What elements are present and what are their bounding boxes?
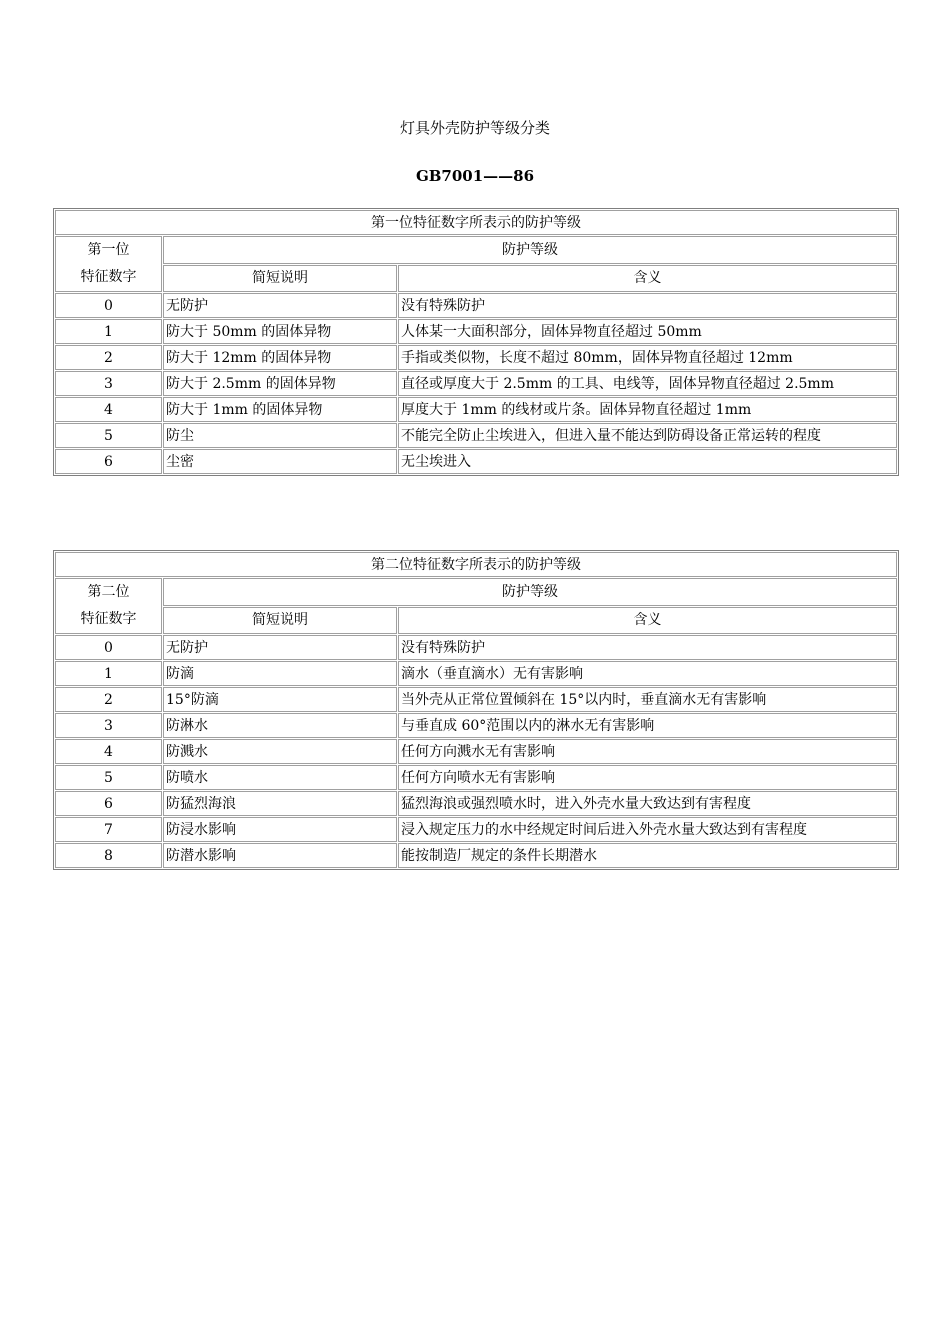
digit-cell: 0 bbox=[55, 635, 162, 660]
digit-cell: 1 bbox=[55, 661, 162, 686]
digit-cell: 5 bbox=[55, 423, 162, 448]
digit-header-line2: 特征数字 bbox=[80, 269, 137, 285]
meaning-cell: 厚度大于 1mm 的线材或片条。固体异物直径超过 1mm bbox=[398, 397, 897, 422]
brief-description-cell: 防大于 1mm 的固体异物 bbox=[163, 397, 397, 422]
table-row bbox=[55, 293, 897, 318]
digit-cell: 4 bbox=[55, 397, 162, 422]
meaning-cell: 浸入规定压力的水中经规定时间后进入外壳水量大致达到有害程度 bbox=[398, 817, 897, 842]
brief-description-cell: 无防护 bbox=[163, 635, 397, 660]
meaning-cell: 滴水（垂直滴水）无有害影响 bbox=[398, 661, 897, 686]
brief-description-cell: 防猛烈海浪 bbox=[163, 791, 397, 816]
meaning-cell: 猛烈海浪或强烈喷水时，进入外壳水量大致达到有害程度 bbox=[398, 791, 897, 816]
meaning-header: 含义 bbox=[398, 607, 897, 635]
digit-cell: 7 bbox=[55, 817, 162, 842]
table-row bbox=[55, 817, 897, 842]
meaning-cell: 没有特殊防护 bbox=[398, 293, 897, 318]
digit-cell: 3 bbox=[55, 713, 162, 738]
table-caption-row bbox=[55, 552, 897, 577]
brief-description-header: 简短说明 bbox=[163, 265, 397, 293]
meaning-cell: 无尘埃进入 bbox=[398, 449, 897, 474]
document-title: 灯具外壳防护等级分类 bbox=[399, 119, 550, 137]
digit-cell: 5 bbox=[55, 765, 162, 790]
brief-description-cell: 尘密 bbox=[163, 449, 397, 474]
protection-level-header: 防护等级 bbox=[163, 578, 897, 606]
table-subheader-row bbox=[55, 265, 897, 293]
protection-level-header: 防护等级 bbox=[163, 236, 897, 264]
brief-description-cell: 无防护 bbox=[163, 293, 397, 318]
brief-description-cell: 防浸水影响 bbox=[163, 817, 397, 842]
digit-column-header bbox=[55, 236, 162, 292]
table-row bbox=[55, 713, 897, 738]
table-row bbox=[55, 423, 897, 448]
digit-cell: 1 bbox=[55, 319, 162, 344]
table-body bbox=[55, 552, 897, 868]
meaning-cell: 能按制造厂规定的条件长期潜水 bbox=[398, 843, 897, 868]
brief-description-cell: 防滴 bbox=[163, 661, 397, 686]
brief-description-cell: 防溅水 bbox=[163, 739, 397, 764]
meaning-cell: 手指或类似物，长度不超过 80mm，固体异物直径超过 12mm bbox=[398, 345, 897, 370]
meaning-cell: 任何方向喷水无有害影响 bbox=[398, 765, 897, 790]
digit-cell: 4 bbox=[55, 739, 162, 764]
brief-description-cell: 防淋水 bbox=[163, 713, 397, 738]
table-row bbox=[55, 843, 897, 868]
table-row bbox=[55, 345, 897, 370]
table-header-row bbox=[55, 236, 897, 264]
meaning-cell: 与垂直成 60°范围以内的淋水无有害影响 bbox=[398, 713, 897, 738]
table-header-row bbox=[55, 578, 897, 606]
digit-header-line1: 第一位 bbox=[87, 242, 130, 258]
digit-cell: 6 bbox=[55, 791, 162, 816]
table-row bbox=[55, 661, 897, 686]
table-body bbox=[55, 210, 897, 474]
digit-cell: 8 bbox=[55, 843, 162, 868]
digit-cell: 2 bbox=[55, 687, 162, 712]
table-row bbox=[55, 371, 897, 396]
table-row bbox=[55, 765, 897, 790]
digit-cell: 2 bbox=[55, 345, 162, 370]
table-row bbox=[55, 319, 897, 344]
meaning-cell: 没有特殊防护 bbox=[398, 635, 897, 660]
table-row bbox=[55, 397, 897, 422]
digit-header-line1: 第二位 bbox=[87, 584, 130, 600]
table-row bbox=[55, 791, 897, 816]
second-digit-protection-table bbox=[53, 550, 899, 870]
meaning-header: 含义 bbox=[398, 265, 897, 293]
table-caption: 第二位特征数字所表示的防护等级 bbox=[55, 552, 897, 577]
brief-description-cell: 防大于 2.5mm 的固体异物 bbox=[163, 371, 397, 396]
table-row bbox=[55, 449, 897, 474]
brief-description-cell: 防潜水影响 bbox=[163, 843, 397, 868]
digit-cell: 6 bbox=[55, 449, 162, 474]
first-digit-protection-table bbox=[53, 208, 899, 476]
table-caption: 第一位特征数字所表示的防护等级 bbox=[55, 210, 897, 235]
meaning-cell: 任何方向溅水无有害影响 bbox=[398, 739, 897, 764]
meaning-cell: 直径或厚度大于 2.5mm 的工具、电线等，固体异物直径超过 2.5mm bbox=[398, 371, 897, 396]
brief-description-cell: 15°防滴 bbox=[163, 687, 397, 712]
table-caption-row bbox=[55, 210, 897, 235]
brief-description-cell: 防喷水 bbox=[163, 765, 397, 790]
meaning-cell: 不能完全防止尘埃进入，但进入量不能达到防碍设备正常运转的程度 bbox=[398, 423, 897, 448]
meaning-cell: 当外壳从正常位置倾斜在 15°以内时，垂直滴水无有害影响 bbox=[398, 687, 897, 712]
brief-description-header: 简短说明 bbox=[163, 607, 397, 635]
brief-description-cell: 防尘 bbox=[163, 423, 397, 448]
table-row bbox=[55, 635, 897, 660]
digit-cell: 0 bbox=[55, 293, 162, 318]
table-subheader-row bbox=[55, 607, 897, 635]
brief-description-cell: 防大于 50mm 的固体异物 bbox=[163, 319, 397, 344]
table-row bbox=[55, 739, 897, 764]
meaning-cell: 人体某一大面积部分，固体异物直径超过 50mm bbox=[398, 319, 897, 344]
standard-code: GB7001——86 bbox=[415, 167, 535, 185]
digit-header-line2: 特征数字 bbox=[80, 611, 137, 627]
digit-column-header bbox=[55, 578, 162, 634]
table-row bbox=[55, 687, 897, 712]
digit-cell: 3 bbox=[55, 371, 162, 396]
brief-description-cell: 防大于 12mm 的固体异物 bbox=[163, 345, 397, 370]
